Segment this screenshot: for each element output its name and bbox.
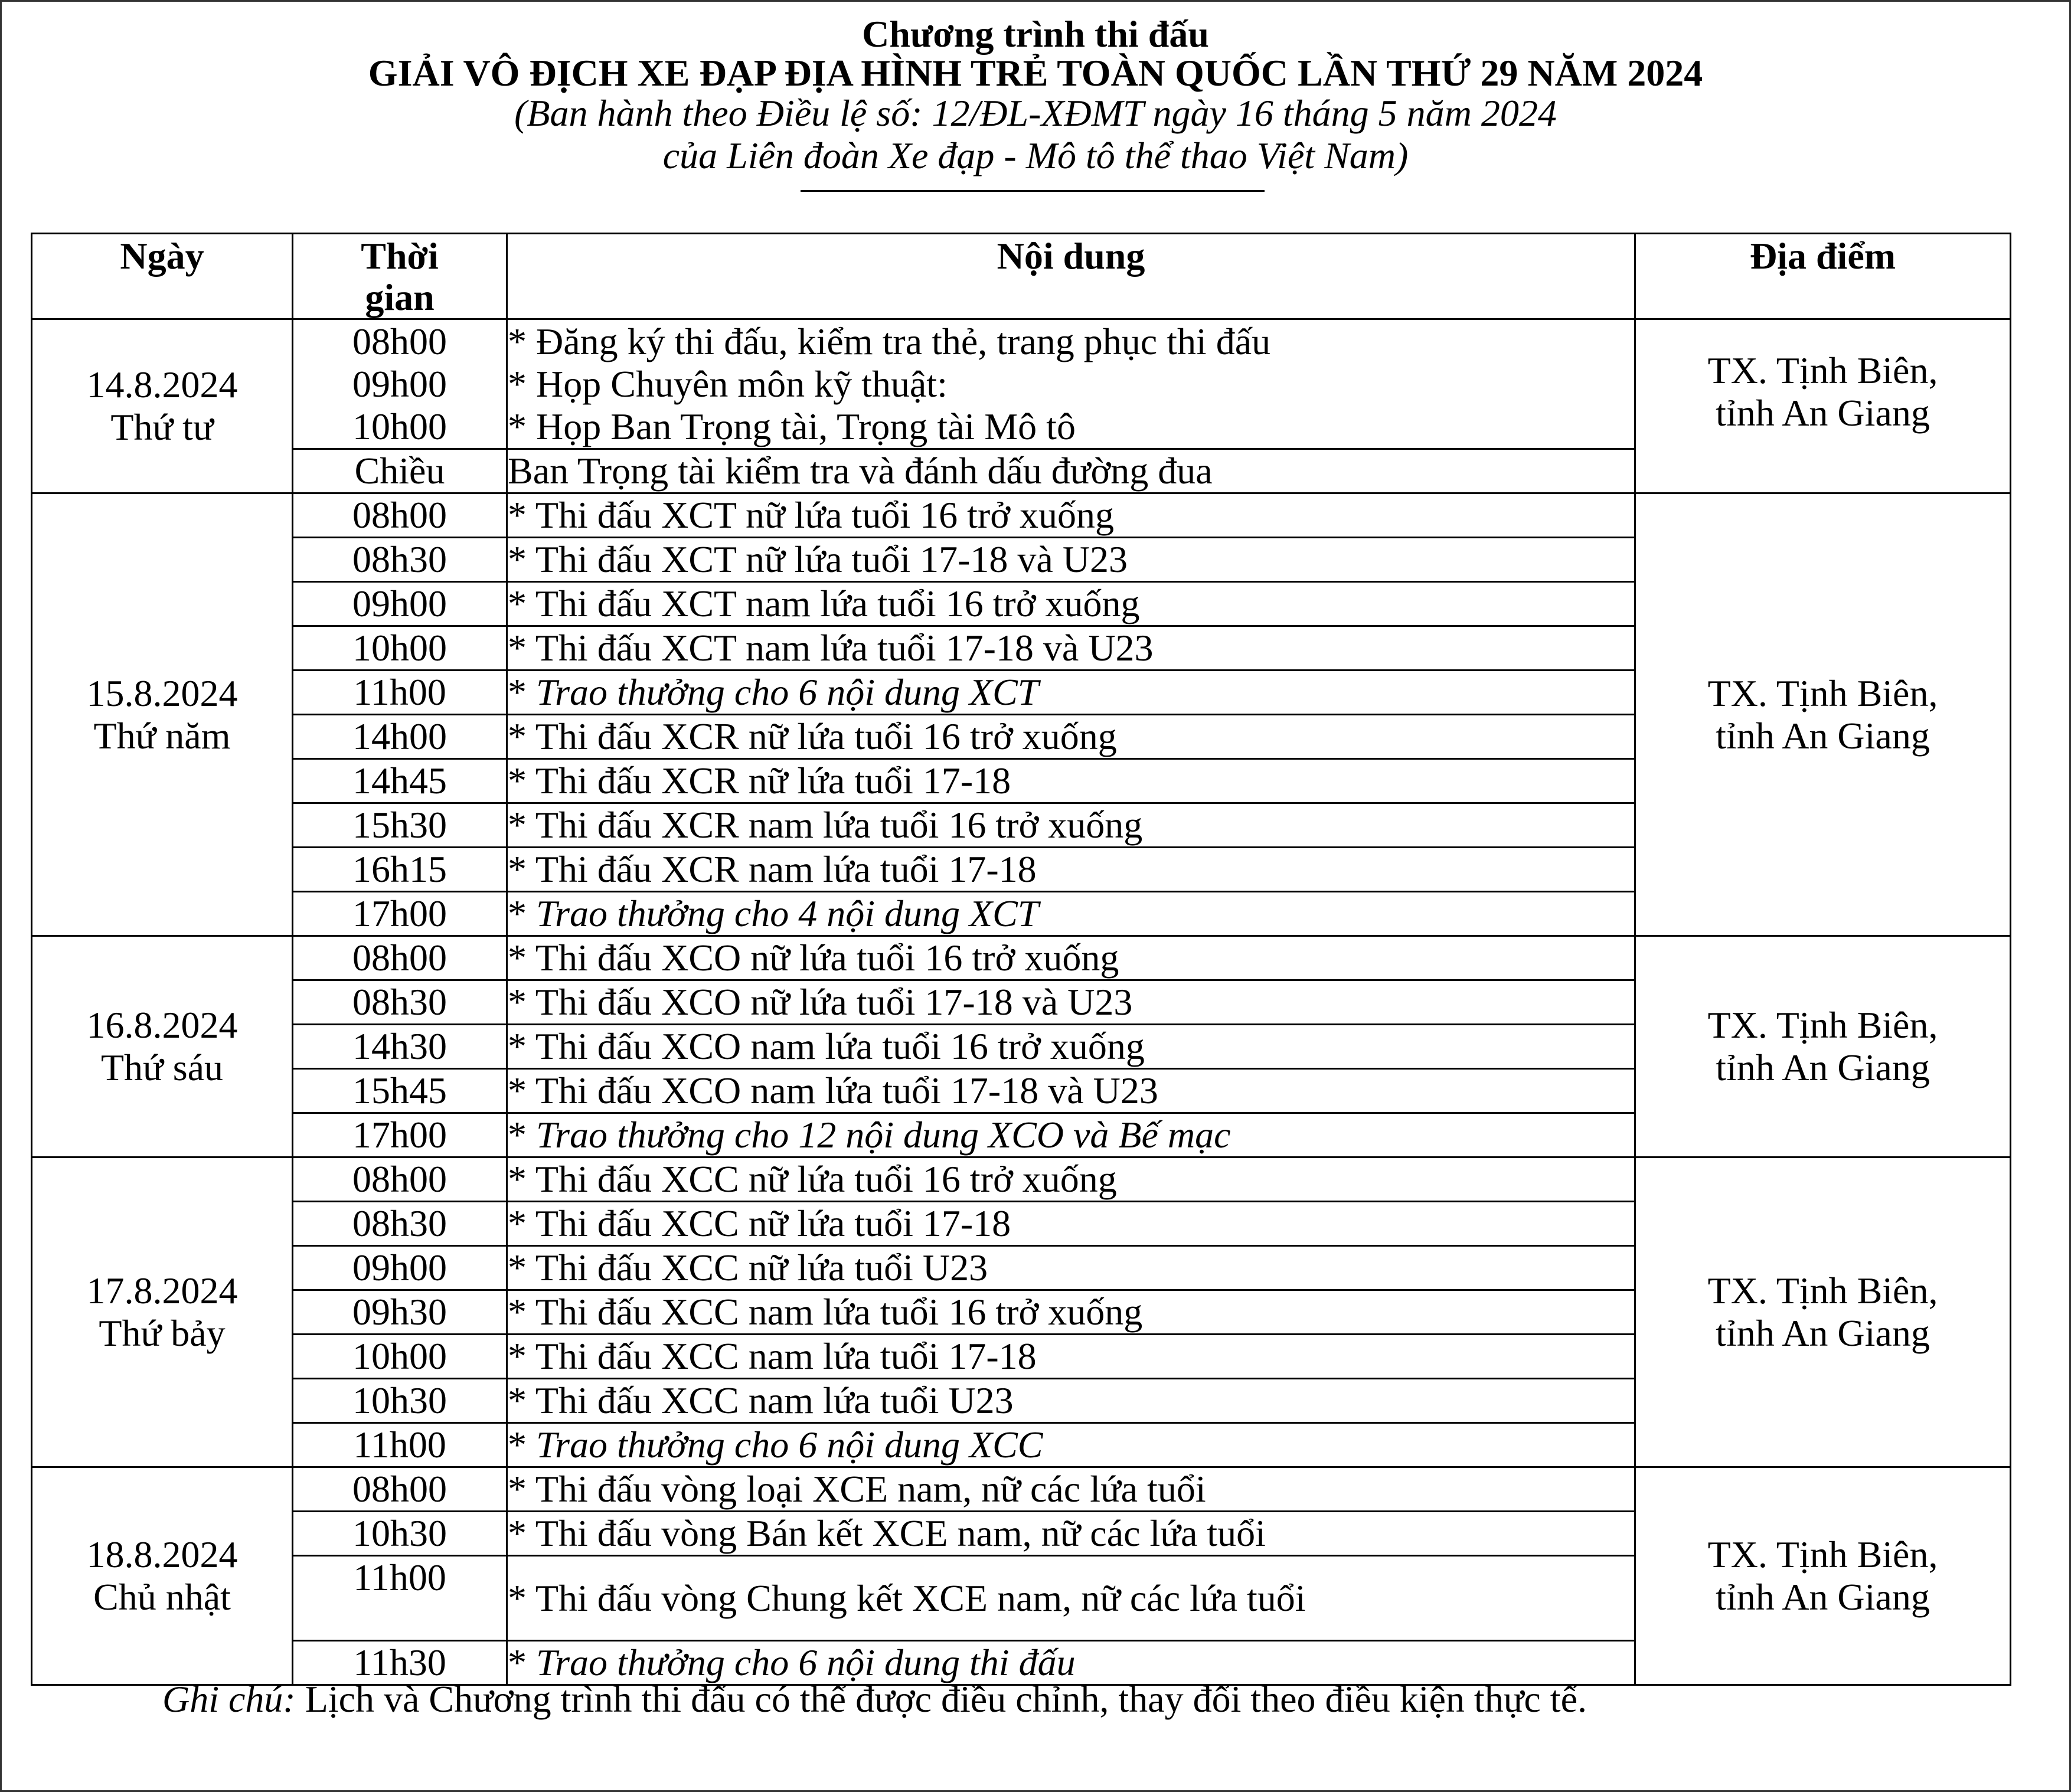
table-row xyxy=(32,1157,2011,1202)
content-cell: Ban Trọng tài kiểm tra và đánh dấu đường đua xyxy=(507,449,1635,493)
footnote-text: Lịch và Chương trình thi đấu có thể được điều chỉnh, thay đổi theo điều kiện thực tế. xyxy=(295,1678,1587,1720)
time-cell: 14h00 xyxy=(293,715,507,759)
table-header-row xyxy=(32,234,2011,319)
content-cell: * Thi đấu XCO nữ lứa tuổi 16 trở xuống xyxy=(507,936,1635,980)
time-cell: 09h00 xyxy=(293,1246,507,1290)
bullet-prefix: * xyxy=(508,1424,536,1466)
weekday-text: Thứ năm xyxy=(93,714,231,757)
time-cell: 08h30 xyxy=(293,980,507,1025)
award-text: Trao thưởng cho 4 nội dung XCT xyxy=(536,892,1039,934)
time-cell: 08h00 xyxy=(293,1157,507,1202)
time-cell: 16h15 xyxy=(293,848,507,892)
time-cell: 15h45 xyxy=(293,1069,507,1113)
table-row xyxy=(32,493,2011,538)
footnote xyxy=(162,1677,1933,1721)
location-text: TX. Tịnh Biên, xyxy=(1707,672,1938,714)
content-cell: * Thi đấu XCR nữ lứa tuổi 17-18 xyxy=(507,759,1635,803)
time-cell: 11h00 xyxy=(293,1556,507,1641)
location-text: TX. Tịnh Biên, xyxy=(1707,349,1938,391)
date-text: 14.8.2024 xyxy=(86,364,238,406)
content-cell: * Thi đấu XCO nam lứa tuổi 17-18 và U23 xyxy=(507,1069,1635,1113)
content-cell xyxy=(507,892,1635,936)
location-text: tỉnh An Giang xyxy=(1716,1312,1930,1354)
bullet-prefix: * xyxy=(508,1114,536,1156)
table-row xyxy=(32,319,2011,449)
table-row xyxy=(32,1467,2011,1512)
content-cell: * Thi đấu XCC nam lứa tuổi 17-18 xyxy=(507,1335,1635,1379)
time-cell: 11h00 xyxy=(293,1423,507,1467)
content-cell: * Thi đấu vòng Chung kết XCE nam, nữ các lứa tuổi xyxy=(507,1556,1635,1641)
doc-subtitle: GIẢI VÔ ĐỊCH XE ĐẠP ĐỊA HÌNH TRẺ TOÀN QUỐC LẦN THỨ 29 NĂM 2024 xyxy=(368,52,1703,94)
weekday-text: Thứ tư xyxy=(110,406,214,448)
schedule-table xyxy=(31,233,2011,1686)
weekday-text: Thứ bảy xyxy=(99,1312,226,1354)
location-text: tỉnh An Giang xyxy=(1716,1047,1930,1088)
day-cell xyxy=(32,1157,293,1467)
day-cell xyxy=(32,493,293,936)
content-cell: * Thi đấu XCT nữ lứa tuổi 17-18 và U23 xyxy=(507,538,1635,582)
footnote-label: Ghi chú: xyxy=(162,1678,296,1720)
content-cell: * Thi đấu XCO nữ lứa tuổi 17-18 và U23 xyxy=(507,980,1635,1025)
content-cell: * Thi đấu XCT nam lứa tuổi 17-18 và U23 xyxy=(507,626,1635,671)
doc-reference-line2: của Liên đoàn Xe đạp - Mô tô thể thao Việt Nam) xyxy=(662,135,1409,176)
day-cell xyxy=(32,936,293,1157)
bullet-prefix: * xyxy=(508,1641,536,1683)
date-text: 15.8.2024 xyxy=(86,672,238,714)
time-cell: 14h30 xyxy=(293,1025,507,1069)
time-cell: 15h30 xyxy=(293,803,507,848)
bullet-prefix: * xyxy=(508,671,536,713)
day-cell xyxy=(32,1467,293,1685)
content-cell: * Thi đấu XCC nữ lứa tuổi 16 trở xuống xyxy=(507,1157,1635,1202)
content-cell: * Thi đấu XCC nam lứa tuổi U23 xyxy=(507,1379,1635,1423)
date-text: 16.8.2024 xyxy=(86,1004,238,1046)
time-text: 09h00 xyxy=(352,362,447,405)
col-header-day: Ngày xyxy=(32,234,293,319)
table-row xyxy=(32,936,2011,980)
location-text: TX. Tịnh Biên, xyxy=(1707,1533,1938,1575)
weekday-text: Thứ sáu xyxy=(100,1047,224,1088)
location-text: tỉnh An Giang xyxy=(1716,714,1930,757)
award-text: Trao thưởng cho 6 nội dung thi đấu xyxy=(536,1641,1076,1683)
location-cell xyxy=(1635,493,2011,936)
time-cell: 08h30 xyxy=(293,538,507,582)
time-cell: 11h30 xyxy=(293,1641,507,1685)
col-header-content: Nội dung xyxy=(507,234,1635,319)
time-cell: 08h30 xyxy=(293,1202,507,1246)
time-cell: 10h30 xyxy=(293,1379,507,1423)
time-cell: 08h00 xyxy=(293,936,507,980)
time-cell: 09h00 xyxy=(293,582,507,626)
time-text: 10h00 xyxy=(352,405,447,447)
location-cell xyxy=(1635,1467,2011,1685)
bullet-prefix: * xyxy=(508,892,536,934)
col-header-time xyxy=(293,234,507,319)
location-text: TX. Tịnh Biên, xyxy=(1707,1270,1938,1312)
doc-title: Chương trình thi đấu xyxy=(862,13,1209,55)
date-text: 17.8.2024 xyxy=(86,1270,238,1312)
content-cell: * Thi đấu XCT nữ lứa tuổi 16 trở xuống xyxy=(507,493,1635,538)
content-cell: * Thi đấu vòng Bán kết XCE nam, nữ các lứa tuổi xyxy=(507,1512,1635,1556)
time-cell: 17h00 xyxy=(293,1113,507,1157)
location-cell xyxy=(1635,319,2011,493)
content-cell xyxy=(507,1423,1635,1467)
content-text: * Đăng ký thi đấu, kiểm tra thẻ, trang phục thi đấu xyxy=(508,320,1271,362)
content-cell: * Thi đấu XCR nam lứa tuổi 17-18 xyxy=(507,848,1635,892)
day-cell xyxy=(32,319,293,493)
content-text: * Họp Ban Trọng tài, Trọng tài Mô tô xyxy=(508,405,1076,447)
time-cell: Chiều xyxy=(293,449,507,493)
time-cell xyxy=(293,319,507,449)
location-cell xyxy=(1635,936,2011,1157)
award-text: Trao thưởng cho 6 nội dung XCC xyxy=(536,1424,1043,1466)
award-text: Trao thưởng cho 6 nội dung XCT xyxy=(536,671,1039,713)
content-cell xyxy=(507,1113,1635,1157)
doc-reference-line1: (Ban hành theo Điều lệ số: 12/ĐL-XĐMT ngày 16 tháng 5 năm 2024 xyxy=(514,92,1557,134)
time-cell: 08h00 xyxy=(293,493,507,538)
content-cell: * Thi đấu XCT nam lứa tuổi 16 trở xuống xyxy=(507,582,1635,626)
award-text: Trao thưởng cho 12 nội dung XCO và Bế mạc xyxy=(536,1114,1231,1156)
time-cell: 09h30 xyxy=(293,1290,507,1335)
content-cell: * Thi đấu XCO nam lứa tuổi 16 trở xuống xyxy=(507,1025,1635,1069)
title-divider xyxy=(801,190,1265,192)
col-header-time-line2: gian xyxy=(365,276,435,318)
time-cell: 10h00 xyxy=(293,626,507,671)
content-cell: * Thi đấu XCR nam lứa tuổi 16 trở xuống xyxy=(507,803,1635,848)
col-header-location: Địa điểm xyxy=(1635,234,2011,319)
weekday-text: Chủ nhật xyxy=(93,1576,231,1618)
content-cell xyxy=(507,319,1635,449)
content-cell: * Thi đấu XCR nữ lứa tuổi 16 trở xuống xyxy=(507,715,1635,759)
date-text: 18.8.2024 xyxy=(86,1533,238,1575)
location-text: TX. Tịnh Biên, xyxy=(1707,1004,1938,1046)
time-cell: 10h00 xyxy=(293,1335,507,1379)
time-cell: 10h30 xyxy=(293,1512,507,1556)
content-text: * Họp Chuyên môn kỹ thuật: xyxy=(508,362,948,405)
location-text: tỉnh An Giang xyxy=(1716,392,1930,434)
location-text: tỉnh An Giang xyxy=(1716,1576,1930,1618)
time-cell: 14h45 xyxy=(293,759,507,803)
time-cell: 08h00 xyxy=(293,1467,507,1512)
content-cell xyxy=(507,671,1635,715)
content-cell: * Thi đấu XCC nữ lứa tuổi 17-18 xyxy=(507,1202,1635,1246)
location-cell xyxy=(1635,1157,2011,1467)
time-cell: 17h00 xyxy=(293,892,507,936)
col-header-time-line1: Thời xyxy=(361,235,439,277)
content-cell: * Thi đấu XCC nữ lứa tuổi U23 xyxy=(507,1246,1635,1290)
content-cell: * Thi đấu vòng loại XCE nam, nữ các lứa tuổi xyxy=(507,1467,1635,1512)
time-cell: 11h00 xyxy=(293,671,507,715)
content-cell: * Thi đấu XCC nam lứa tuổi 16 trở xuống xyxy=(507,1290,1635,1335)
time-text: 08h00 xyxy=(352,320,447,362)
